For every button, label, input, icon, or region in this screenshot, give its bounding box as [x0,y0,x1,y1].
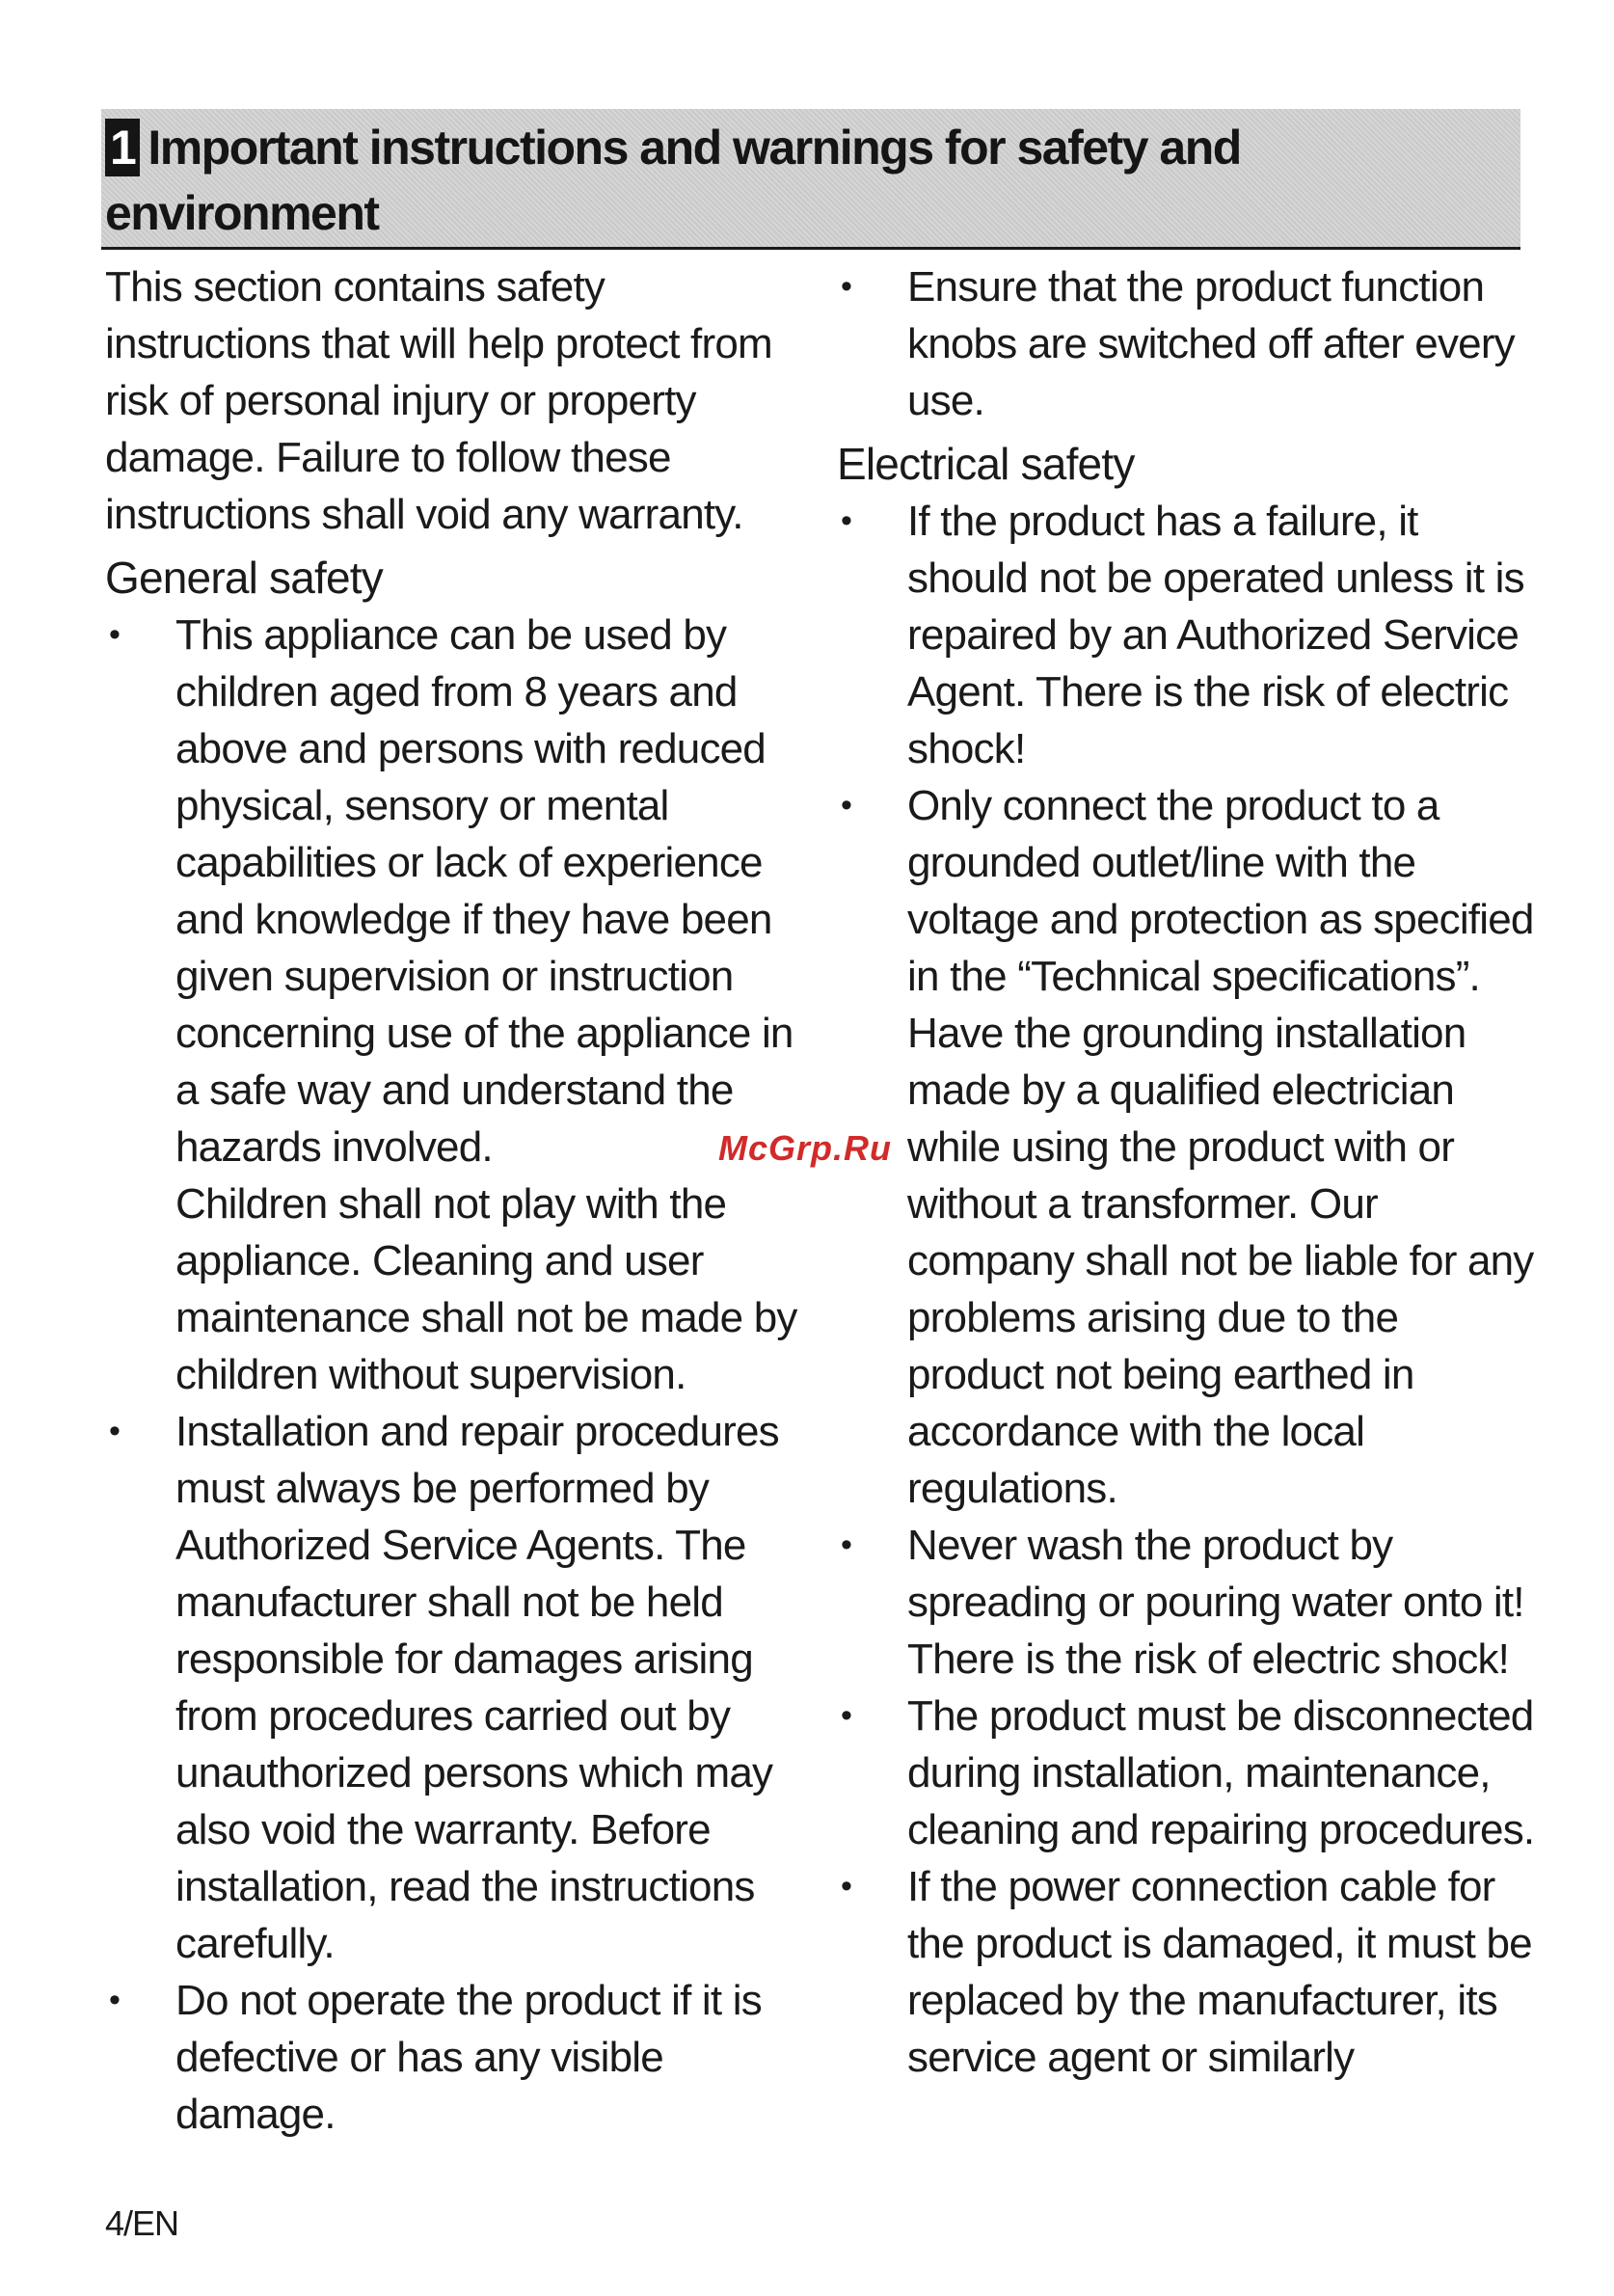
list-item-text: If the power connection cable for the product is damaged, it must be replaced by the manufacturer, its service agent or similarly [907,1863,1532,2081]
bullet-icon: • [841,502,852,539]
bullet-icon: • [109,616,121,653]
list-item [837,493,1541,777]
list-item [837,258,1541,429]
list-item [837,1688,1541,1858]
list-item-text: The product must be disconnected during installation, maintenance, cleaning and repairing procedures. [907,1692,1535,1853]
section-header [101,109,1520,250]
page-number: 4/EN [105,2203,179,2243]
list-item [105,1972,799,2143]
bullet-icon: • [109,1982,121,2018]
bullet-icon: • [841,268,852,305]
general-safety-list [105,607,799,2143]
general-safety-list-continued [837,258,1541,429]
list-item [105,607,799,1403]
general-safety-heading: General safety [105,553,383,603]
section-number: 1 [105,119,140,176]
bullet-icon: • [841,787,852,824]
bullet-icon: • [841,1868,852,1904]
list-item-text: Ensure that the product function knobs are switched off after every use. [907,263,1515,424]
list-item [837,777,1541,1517]
section-title [105,115,1517,246]
bullet-icon: • [841,1526,852,1563]
section-title-text: Important instructions and warnings for safety and environment [105,121,1241,240]
list-item-text: Never wash the product by spreading or pouring water onto it! There is the risk of electric shock! [907,1522,1524,1683]
list-item-text: Children shall not play with the appliance. Cleaning and user maintenance shall not be made by children without supervision. [175,1180,797,1398]
list-item [105,1403,799,1972]
right-column [837,258,1541,2086]
list-item-text: Installation and repair procedures must always be performed by Authorized Service Agents. The manufacturer shall not be held responsible for damages arising from procedures carried out by unauthorized persons which may also void the warranty. Before installation, read the instructions carefully. [175,1408,779,1967]
electrical-safety-list [837,493,1541,2086]
bullet-icon: • [109,1413,121,1449]
list-item [837,1858,1541,2086]
list-item-text: If the product has a failure, it should not be operated unless it is repaired by an Authorized Service Agent. There is the risk of electric shock! [907,498,1524,772]
electrical-safety-heading: Electrical safety [837,439,1135,489]
list-item-text: Only connect the product to a grounded outlet/line with the voltage and protection as specified in the “Technical specifications”. Have the grounding installation made by a qualified electrician while using the product with or without a transformer. Our company shall not be liable for any problems arising due to the product not being earthed in accordance with the local regulations. [907,782,1534,1512]
bullet-icon: • [841,1697,852,1734]
watermark-logo: McGrp.Ru [718,1128,893,1168]
list-item [837,1517,1541,1688]
left-column [105,258,799,2143]
intro-paragraph: This section contains safety instructions that will help protect from risk of personal injury or property damage. Failure to follow these instructions shall void any warranty. [105,263,772,538]
list-item-text: Do not operate the product if it is defective or has any visible damage. [175,1977,762,2138]
list-item-text: This appliance can be used by children aged from 8 years and above and persons with reduced physical, sensory or mental capabilities or lack of experience and knowledge if they have been given supervision or instruction concerning use of the appliance in a safe way and understand the hazards involved. [175,611,794,1171]
